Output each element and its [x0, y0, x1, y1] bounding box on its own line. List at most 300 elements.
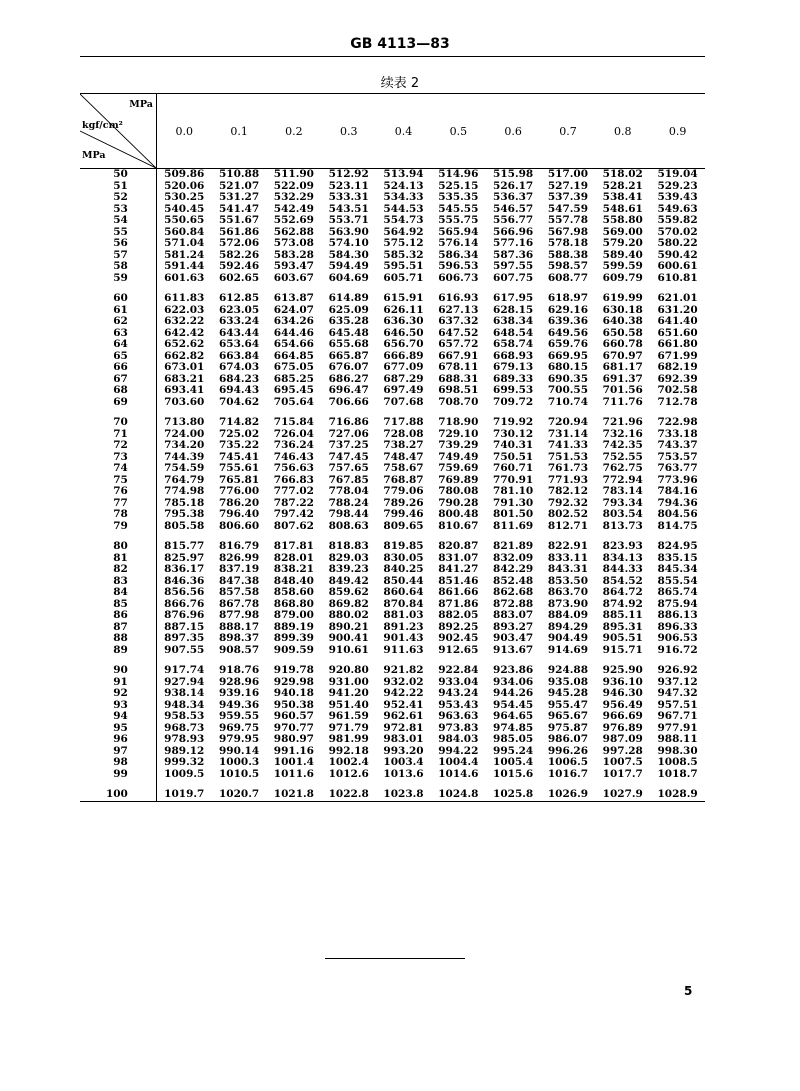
table-row: [80, 238, 705, 250]
column-header: 0.4: [376, 94, 431, 169]
value-cell: 573.08: [273, 237, 314, 249]
value-cell: 967.71: [657, 710, 698, 722]
value-cell: 976.89: [602, 721, 643, 734]
value-cell: 772.94: [602, 473, 643, 486]
value-cell: 907.55: [164, 643, 205, 656]
value-cell: 617.95: [493, 292, 534, 304]
value-cell: 712.78: [657, 395, 698, 408]
value-cell: 915.71: [602, 643, 643, 656]
row-label-kgf: 99: [80, 769, 156, 781]
value-cell: 838.21: [273, 563, 314, 575]
row-label-kgf: 77: [80, 498, 156, 510]
value-cell: 591.44: [164, 260, 205, 272]
value-cell: 708.70: [438, 395, 479, 408]
table-row: [80, 734, 705, 746]
value-cell: 756.63: [273, 462, 314, 474]
value-cell: 699.53: [493, 384, 534, 396]
conversion-table: [80, 93, 705, 802]
value-cell: 640.38: [602, 315, 643, 327]
value-cell: 949.36: [218, 698, 260, 711]
value-cell: 830.05: [383, 551, 424, 564]
value-cell: 563.90: [328, 225, 369, 238]
value-cell: 983.01: [383, 733, 424, 745]
table-row: [80, 769, 705, 781]
value-cell: 793.34: [602, 496, 643, 509]
value-cell: 916.72: [657, 643, 698, 656]
value-cell: 726.04: [273, 427, 314, 440]
table-row: [80, 688, 705, 700]
value-cell: 619.99: [602, 292, 643, 304]
value-cell: 794.36: [657, 496, 698, 509]
row-label-kgf: 60: [80, 293, 156, 305]
value-cell: 616.93: [438, 292, 479, 304]
value-cell: 515.98: [493, 168, 534, 180]
value-cell: 835.15: [657, 551, 698, 564]
table-row: [80, 610, 705, 622]
value-cell: 676.07: [328, 361, 369, 373]
value-cell: 993.20: [383, 744, 424, 757]
value-cell: 693.41: [164, 384, 205, 396]
value-cell: 759.69: [438, 462, 479, 474]
value-cell: 540.45: [164, 202, 205, 215]
value-cell: 686.27: [328, 372, 369, 385]
value-cell: 939.16: [218, 687, 260, 699]
value-cell: 998.30: [657, 744, 698, 757]
value-cell: 891.23: [383, 620, 424, 633]
value-cell: 869.82: [328, 597, 369, 610]
value-cell: 853.50: [547, 574, 589, 587]
row-label-kgf: 68: [80, 385, 156, 397]
value-cell: 622.03: [164, 303, 205, 316]
value-cell: 593.47: [273, 260, 314, 272]
row-label-kgf: 59: [80, 273, 156, 285]
page-number: 5: [684, 984, 693, 998]
row-label-kgf: 70: [80, 417, 156, 429]
row-label-kgf: 69: [80, 397, 156, 409]
value-cell: 865.74: [657, 586, 698, 598]
value-cell: 773.96: [657, 473, 698, 486]
value-cell: 566.96: [493, 225, 534, 238]
row-label-kgf: 73: [80, 452, 156, 464]
value-cell: 901.43: [383, 632, 424, 644]
value-cell: 733.18: [657, 427, 698, 440]
value-cell: 525.15: [438, 179, 479, 192]
table-row: [80, 789, 705, 801]
value-cell: 518.02: [602, 168, 643, 180]
value-cell: 889.19: [273, 620, 314, 633]
value-cell: 669.95: [547, 349, 589, 362]
row-label-kgf: 52: [80, 192, 156, 204]
value-cell: 705.64: [273, 395, 314, 408]
value-cell: 888.17: [218, 620, 260, 633]
value-cell: 545.55: [438, 202, 479, 215]
value-cell: 657.72: [438, 338, 479, 350]
value-cell: 850.44: [383, 574, 424, 587]
value-cell: 1006.5: [547, 756, 589, 768]
value-cell: 677.09: [383, 361, 424, 373]
value-cell: 896.33: [657, 620, 698, 633]
row-label-kgf: 58: [80, 261, 156, 273]
value-cell: 826.99: [218, 551, 260, 564]
value-cell: 551.67: [218, 214, 260, 226]
value-cell: 847.38: [218, 574, 260, 587]
value-cell: 821.89: [493, 540, 534, 552]
value-cell: 797.42: [273, 508, 314, 520]
value-cell: 526.17: [493, 179, 534, 192]
value-cell: 722.98: [657, 416, 698, 428]
table-row: [80, 215, 705, 227]
value-cell: 981.99: [328, 733, 369, 745]
value-cell: 509.86: [164, 168, 205, 180]
value-cell: 905.51: [602, 632, 643, 644]
value-cell: 642.42: [164, 326, 205, 339]
table-row: [80, 463, 705, 475]
value-cell: 531.27: [218, 191, 260, 203]
row-label-kgf: 50: [80, 169, 156, 181]
value-cell: 975.87: [547, 721, 589, 734]
value-cell: 629.16: [547, 303, 589, 316]
value-cell: 962.61: [383, 710, 424, 722]
value-cell: 958.53: [164, 710, 205, 722]
value-cell: 770.91: [493, 473, 534, 486]
value-cell: 840.25: [383, 563, 424, 575]
value-cell: 730.12: [493, 427, 534, 440]
value-cell: 576.14: [438, 237, 479, 249]
value-cell: 751.53: [547, 450, 589, 463]
value-cell: 799.46: [383, 508, 424, 520]
value-cell: 607.75: [493, 271, 534, 284]
footer-rule: [325, 958, 465, 959]
value-cell: 997.28: [602, 744, 643, 757]
value-cell: 970.77: [273, 721, 314, 734]
value-cell: 716.86: [328, 416, 369, 428]
value-cell: 855.54: [657, 574, 698, 587]
value-cell: 731.14: [547, 427, 589, 440]
value-cell: 964.65: [493, 710, 534, 722]
value-cell: 885.11: [602, 609, 643, 621]
table-row: [80, 169, 705, 181]
value-cell: 811.69: [493, 519, 534, 532]
value-cell: 740.31: [493, 439, 534, 451]
table-row: [80, 261, 705, 273]
value-cell: 601.63: [164, 271, 205, 284]
value-cell: 871.86: [438, 597, 479, 610]
row-label-kgf: 66: [80, 362, 156, 374]
row-label-kgf: 88: [80, 633, 156, 645]
value-cell: 884.09: [547, 609, 589, 621]
value-cell: 536.37: [493, 191, 534, 203]
value-cell: 877.98: [218, 609, 260, 621]
header-rule: [80, 56, 705, 57]
value-cell: 1016.7: [547, 767, 589, 780]
value-cell: 650.58: [602, 326, 643, 339]
value-cell: 961.59: [328, 710, 369, 722]
value-cell: 881.03: [383, 609, 424, 621]
value-cell: 862.68: [493, 586, 534, 598]
value-cell: 709.72: [493, 395, 534, 408]
value-cell: 675.05: [273, 361, 314, 373]
value-cell: 718.90: [438, 416, 479, 428]
value-cell: 932.02: [383, 675, 424, 688]
value-cell: 565.94: [438, 225, 479, 238]
value-cell: 721.96: [602, 416, 643, 428]
value-cell: 615.91: [383, 292, 424, 304]
value-cell: 798.44: [328, 508, 369, 520]
value-cell: 623.05: [218, 303, 260, 316]
value-cell: 872.88: [493, 597, 534, 610]
value-cell: 1025.8: [486, 789, 541, 801]
value-cell: 818.83: [328, 540, 369, 552]
value-cell: 906.53: [657, 632, 698, 644]
value-cell: 882.05: [438, 609, 479, 621]
value-cell: 533.31: [328, 191, 369, 203]
value-cell: 984.03: [438, 733, 479, 745]
value-cell: 626.11: [383, 303, 424, 316]
value-cell: 852.48: [493, 574, 534, 587]
value-cell: 789.26: [383, 496, 424, 509]
value-cell: 810.67: [438, 519, 479, 532]
value-cell: 839.23: [328, 563, 369, 575]
value-cell: 1008.5: [657, 756, 698, 768]
table-row: [80, 541, 705, 553]
value-cell: 883.07: [493, 609, 534, 621]
value-cell: 649.56: [547, 326, 589, 339]
value-cell: 570.02: [657, 225, 698, 238]
value-cell: 788.24: [328, 496, 369, 509]
value-cell: 724.00: [164, 427, 205, 440]
value-cell: 528.21: [602, 179, 643, 192]
value-cell: 1015.6: [493, 767, 534, 780]
value-cell: 790.28: [438, 496, 479, 509]
column-header: 0.6: [486, 94, 541, 169]
value-cell: 658.74: [493, 338, 534, 350]
table-row: [80, 339, 705, 351]
value-cell: 513.94: [383, 168, 424, 180]
value-cell: 1012.6: [328, 767, 369, 780]
column-header: 0.8: [595, 94, 650, 169]
row-label-kgf: 93: [80, 700, 156, 712]
value-cell: 645.48: [328, 326, 369, 339]
value-cell: 583.28: [273, 248, 314, 261]
value-cell: 581.24: [164, 248, 205, 261]
row-label-kgf: 57: [80, 250, 156, 262]
value-cell: 604.69: [328, 271, 369, 284]
value-cell: 866.76: [164, 597, 205, 610]
value-cell: 663.84: [218, 349, 260, 362]
value-cell: 757.65: [328, 462, 369, 474]
value-cell: 892.25: [438, 620, 479, 633]
value-cell: 577.16: [493, 237, 534, 249]
value-cell: 812.71: [547, 519, 589, 532]
value-cell: 1005.4: [493, 756, 534, 768]
value-cell: 876.96: [164, 609, 205, 621]
value-cell: 609.79: [602, 271, 643, 284]
value-cell: 1018.7: [657, 767, 698, 780]
value-cell: 541.47: [218, 202, 260, 215]
value-cell: 908.57: [218, 643, 260, 656]
value-cell: 822.91: [547, 540, 589, 552]
table-row: [80, 192, 705, 204]
value-cell: 550.65: [164, 214, 205, 226]
value-cell: 836.17: [164, 563, 205, 575]
value-cell: 514.96: [438, 168, 479, 180]
table-row: [80, 440, 705, 452]
row-label-kgf: 54: [80, 215, 156, 227]
value-cell: 655.68: [328, 338, 369, 350]
value-cell: 815.77: [164, 540, 205, 552]
value-cell: 571.04: [164, 237, 205, 249]
value-cell: 782.12: [547, 485, 589, 497]
value-cell: 681.17: [602, 361, 643, 373]
table-row: [80, 316, 705, 328]
row-label-kgf: 74: [80, 463, 156, 475]
value-cell: 612.85: [218, 292, 260, 304]
value-cell: 674.03: [218, 361, 260, 373]
value-cell: 703.60: [164, 395, 205, 408]
value-cell: 590.42: [657, 248, 698, 261]
column-header: 0.9: [650, 94, 705, 169]
value-cell: 761.73: [547, 462, 589, 474]
value-cell: 544.53: [383, 202, 424, 215]
table-row: [80, 486, 705, 498]
value-cell: 715.84: [273, 416, 314, 428]
value-cell: 819.85: [383, 540, 424, 552]
column-header: 0.5: [431, 94, 486, 169]
value-cell: 874.92: [602, 597, 643, 610]
value-cell: 547.59: [547, 202, 589, 215]
value-cell: 863.70: [547, 586, 589, 598]
value-cell: 664.85: [273, 349, 314, 362]
value-cell: 755.61: [218, 462, 260, 474]
value-cell: 611.83: [164, 292, 205, 304]
value-cell: 980.97: [273, 733, 314, 745]
value-cell: 688.31: [438, 372, 479, 385]
value-cell: 842.29: [493, 563, 534, 575]
value-cell: 919.78: [273, 664, 314, 676]
value-cell: 832.09: [493, 551, 534, 564]
value-cell: 646.50: [383, 326, 424, 339]
value-cell: 887.15: [164, 620, 205, 633]
value-cell: 644.46: [273, 326, 314, 339]
value-cell: 945.28: [547, 687, 589, 699]
value-cell: 935.08: [547, 675, 589, 688]
row-label-kgf: 85: [80, 599, 156, 611]
value-cell: 556.77: [493, 214, 534, 226]
value-cell: 736.24: [273, 439, 314, 451]
value-cell: 660.78: [602, 338, 643, 350]
value-cell: 953.43: [438, 698, 479, 711]
row-label-kgf: 91: [80, 677, 156, 689]
value-cell: 554.73: [383, 214, 424, 226]
value-cell: 637.32: [438, 315, 479, 327]
row-label-kgf: 80: [80, 541, 156, 553]
value-cell: 608.77: [547, 271, 589, 284]
value-cell: 774.98: [164, 485, 205, 497]
value-cell: 713.80: [164, 416, 205, 428]
value-cell: 834.13: [602, 551, 643, 564]
row-label-kgf: 65: [80, 351, 156, 363]
row-label-kgf: 64: [80, 339, 156, 351]
value-cell: 511.90: [273, 168, 314, 180]
value-cell: 594.49: [328, 260, 369, 272]
value-cell: 606.73: [438, 271, 479, 284]
value-cell: 986.07: [547, 733, 589, 745]
column-header: 0.2: [266, 94, 321, 169]
value-cell: 582.26: [218, 248, 260, 261]
value-cell: 537.39: [547, 191, 589, 203]
value-cell: 929.98: [273, 675, 314, 688]
value-cell: 692.39: [657, 372, 698, 385]
value-cell: 992.18: [328, 744, 369, 757]
table-row: [80, 665, 705, 677]
value-cell: 858.60: [273, 586, 314, 598]
value-cell: 654.66: [273, 338, 314, 350]
value-cell: 667.91: [438, 349, 479, 362]
value-cell: 546.57: [493, 202, 534, 215]
value-cell: 977.91: [657, 721, 698, 734]
value-cell: 687.29: [383, 372, 424, 385]
value-cell: 786.20: [218, 496, 260, 509]
value-cell: 753.57: [657, 450, 698, 463]
value-cell: 979.95: [218, 733, 260, 745]
value-cell: 584.30: [328, 248, 369, 261]
table-caption: 续表 2: [380, 76, 420, 91]
row-label-kgf: 78: [80, 509, 156, 521]
value-cell: 974.85: [493, 721, 534, 734]
row-label-kgf: 84: [80, 587, 156, 599]
value-cell: 1017.7: [602, 767, 643, 780]
value-cell: 848.40: [273, 574, 314, 587]
value-cell: 743.37: [657, 439, 698, 451]
value-cell: 792.32: [547, 496, 589, 509]
value-cell: 854.52: [602, 574, 643, 587]
value-cell: 750.51: [493, 450, 534, 463]
value-cell: 562.88: [273, 225, 314, 238]
value-cell: 941.20: [328, 687, 369, 699]
value-cell: 1002.4: [328, 756, 369, 768]
value-cell: 765.81: [218, 473, 260, 486]
value-cell: 745.41: [218, 450, 260, 463]
row-label-kgf: 56: [80, 238, 156, 250]
row-label-kgf: 82: [80, 564, 156, 576]
value-cell: 913.67: [493, 643, 534, 656]
value-cell: 741.33: [547, 439, 589, 451]
value-cell: 909.59: [273, 643, 314, 656]
value-cell: 943.24: [438, 687, 479, 699]
column-header: 0.0: [156, 94, 211, 169]
value-cell: 680.15: [547, 361, 589, 373]
row-label-kgf: 72: [80, 440, 156, 452]
value-cell: 860.64: [383, 586, 424, 598]
value-cell: 638.34: [493, 315, 534, 327]
value-cell: 808.63: [328, 519, 369, 532]
value-cell: 966.69: [602, 710, 643, 722]
column-header: 0.1: [212, 94, 267, 169]
value-cell: 673.01: [164, 361, 205, 373]
value-cell: 950.38: [273, 698, 314, 711]
value-cell: 996.26: [547, 744, 589, 757]
value-cell: 934.06: [493, 675, 534, 688]
value-cell: 725.02: [218, 427, 260, 440]
table-corner-cell: [80, 94, 156, 169]
value-cell: 809.65: [383, 519, 424, 532]
value-cell: 926.92: [657, 664, 698, 676]
column-header: 0.3: [321, 94, 376, 169]
value-cell: 1027.9: [595, 789, 650, 801]
value-cell: 598.57: [547, 260, 589, 272]
value-cell: 635.28: [328, 315, 369, 327]
value-cell: 973.83: [438, 721, 479, 734]
